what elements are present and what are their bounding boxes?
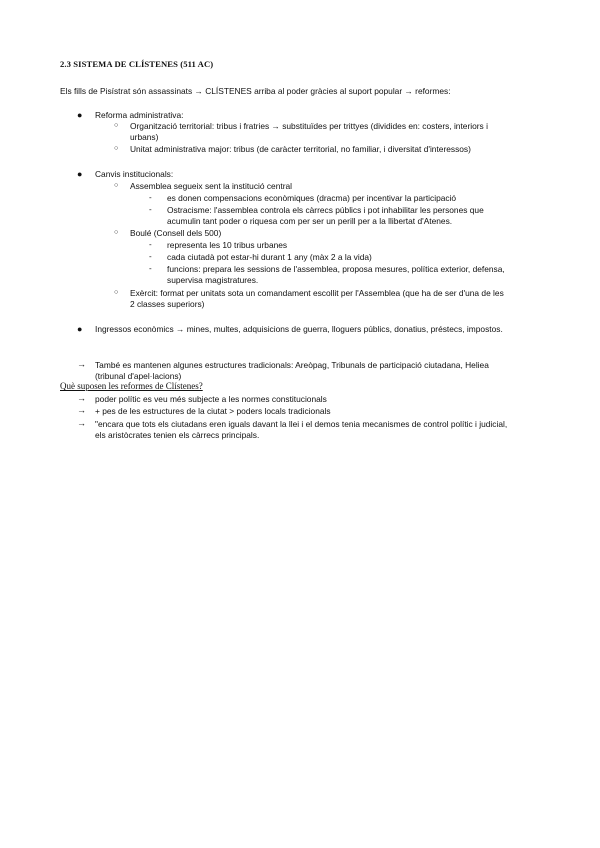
answer-2: + pes de les estructures de la ciutat > poders locals tradicionals <box>95 406 331 416</box>
reforma-item-1: Organització territorial: tribus i fratries → substituïdes per trittyes (dividides en: costers, interiors i <box>130 121 488 131</box>
exercit-item-cont: 2 classes superiors) <box>130 299 205 309</box>
boule-sub-3: funcions: prepara les sessions de l'assemblea, proposa mesures, política exterior, defensa, <box>167 264 505 274</box>
question-heading: Què suposen les reformes de Clístenes? <box>60 381 203 391</box>
answer-1: poder polític es veu més subjecte a les normes constitucionals <box>95 394 327 404</box>
boule-sub-3-cont: supervisa magistratures. <box>167 275 259 285</box>
bullet-icon: ● <box>77 324 83 334</box>
circle-bullet-icon: ○ <box>114 229 119 236</box>
dash-bullet-icon: - <box>149 205 152 214</box>
boule-sub-1: representa les 10 tribus urbanes <box>167 240 288 250</box>
assemblea-sub-1: es donen compensacions econòmiques (dracma) per incentivar la participació <box>167 193 457 203</box>
reforma-title: Reforma administrativa: <box>95 110 184 120</box>
arrow-icon: → <box>77 359 86 369</box>
reforma-item-1-cont: urbans) <box>130 132 159 142</box>
reforma-item-2: Unitat administrativa major: tribus (de caràcter territorial, no familiar, i diversitat d'interessos) <box>130 144 471 154</box>
assemblea-sub-2-cont: acumulin tant poder o riquesa com per ser un perill per a la llibertat d'Atenes. <box>167 216 453 226</box>
arrow-icon: → <box>77 393 86 403</box>
ingressos-item: Ingressos econòmics → mines, multes, adquisicions de guerra, lloguers públics, donatius, préstecs, impostos. <box>95 324 503 334</box>
dash-bullet-icon: - <box>149 240 152 249</box>
assemblea-sub-2: Ostracisme: l'assemblea controla els càrrecs públics i pot inhabilitar les persones que <box>167 205 484 215</box>
circle-bullet-icon: ○ <box>114 122 119 129</box>
arrow-icon: → <box>77 405 86 415</box>
answer-3: "encara que tots els ciutadans eren iguals davant la llei i el demos tenia mecanismes de control polític i judicial, <box>95 419 508 429</box>
arrow-icon: → <box>77 418 86 428</box>
tradicionals-text-cont: (tribunal d'apel·lacions) <box>95 371 182 381</box>
assemblea-item: Assemblea segueix sent la institució central <box>130 181 292 191</box>
tradicionals-text: També es mantenen algunes estructures tradicionals: Areòpag, Tribunals de participació ciutadana, Heliea <box>95 360 489 370</box>
bullet-icon: ● <box>77 110 83 120</box>
circle-bullet-icon: ○ <box>114 289 119 296</box>
canvis-title: Canvis institucionals: <box>95 169 174 179</box>
boule-item: Boulé (Consell dels 500) <box>130 228 222 238</box>
answer-3-cont: els aristòcrates tenien els càrrecs principals. <box>95 430 260 440</box>
dash-bullet-icon: - <box>149 252 152 261</box>
dash-bullet-icon: - <box>149 193 152 202</box>
bullet-icon: ● <box>77 169 83 179</box>
circle-bullet-icon: ○ <box>114 182 119 189</box>
exercit-item: Exèrcit: format per unitats sota un comandament escollit per l'Assemblea (que ha de ser d'una de les <box>130 288 504 298</box>
boule-sub-2: cada ciutadà pot estar-hi durant 1 any (màx 2 a la vida) <box>167 252 372 262</box>
circle-bullet-icon: ○ <box>114 145 119 152</box>
intro-text: Els fills de Pisístrat són assassinats → CLÍSTENES arriba al poder gràcies al suport popular → reformes: <box>60 86 451 96</box>
dash-bullet-icon: - <box>149 264 152 273</box>
section-heading: 2.3 SISTEMA DE CLÍSTENES (511 AC) <box>60 59 214 69</box>
